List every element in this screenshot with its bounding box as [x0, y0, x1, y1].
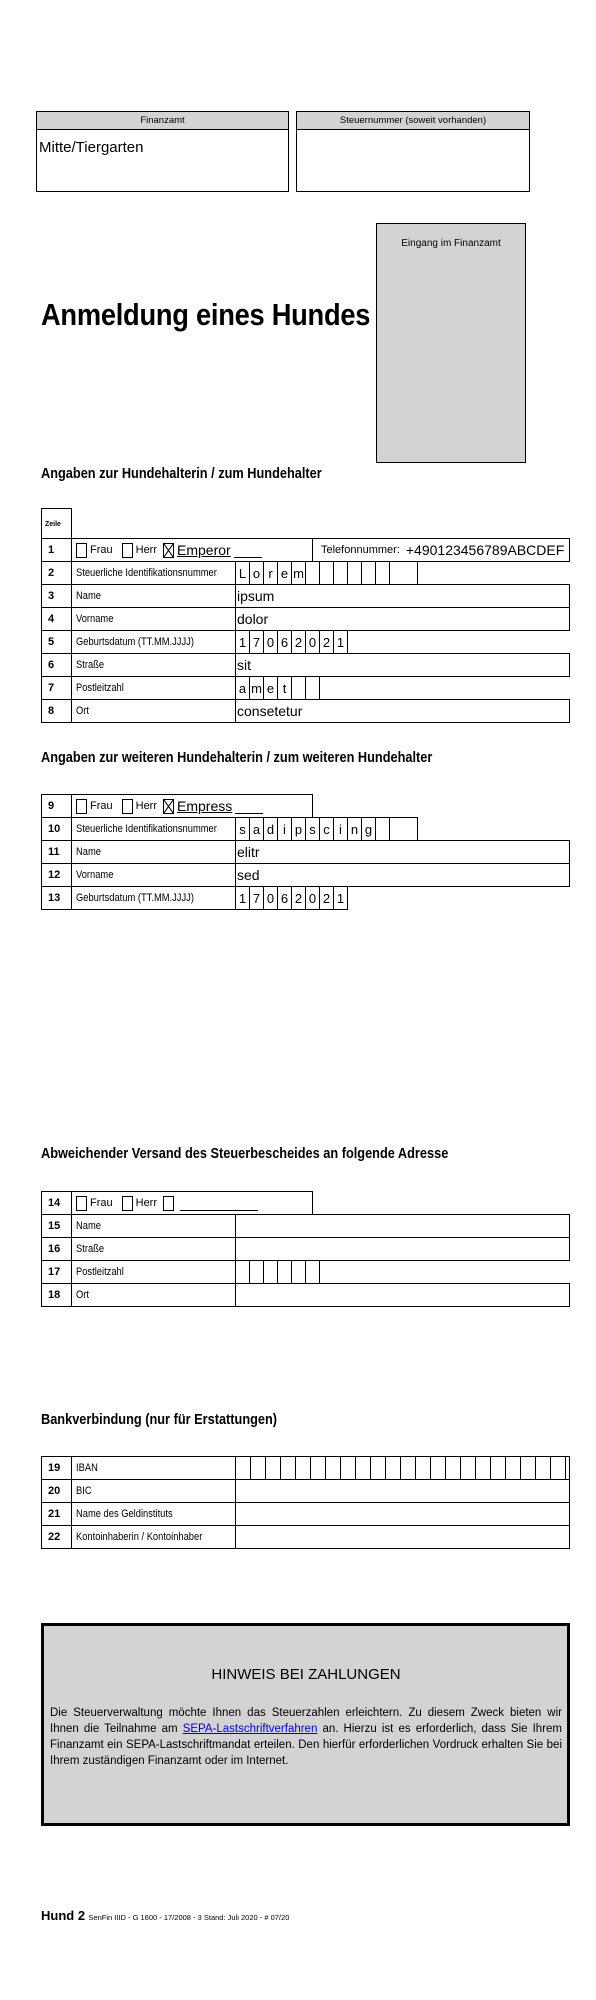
char-cell[interactable] — [446, 1457, 461, 1479]
checkbox-other-checked[interactable] — [163, 799, 174, 814]
char-cell[interactable]: e — [278, 562, 292, 584]
char-cell[interactable] — [348, 562, 362, 584]
char-cell[interactable] — [521, 1457, 536, 1479]
row-number: 6 — [42, 654, 72, 676]
row-2-steuer-id — [41, 561, 418, 585]
row-label — [72, 841, 236, 863]
eingang-stamp-area: Eingang im Finanzamt — [376, 223, 526, 463]
row-number: 16 — [42, 1238, 72, 1260]
row-9-salutation — [41, 794, 313, 818]
char-cell[interactable]: a — [236, 677, 250, 699]
row-label-text: Name — [76, 1220, 101, 1232]
row-label-text: Postleitzahl — [76, 682, 124, 694]
char-cell[interactable]: p — [292, 818, 306, 840]
salutation-group — [72, 1192, 258, 1214]
row-label-text: Straße — [76, 659, 105, 671]
char-cell[interactable]: m — [250, 677, 264, 699]
row-label-text: Vorname — [76, 613, 114, 625]
row-19-iban — [41, 1456, 570, 1480]
char-cell[interactable] — [251, 1457, 266, 1479]
row-label — [72, 1238, 236, 1260]
char-cell[interactable]: 0 — [264, 887, 278, 909]
row-number: 10 — [42, 818, 72, 840]
char-cell[interactable] — [431, 1457, 446, 1479]
row-number: 22 — [42, 1526, 72, 1548]
label-herr: Herr — [135, 544, 158, 556]
row-1-salutation — [41, 538, 313, 562]
char-cell[interactable]: c — [320, 818, 334, 840]
char-cell[interactable]: 1 — [236, 631, 250, 653]
row-1-phone — [313, 538, 570, 562]
char-cell[interactable]: L — [236, 562, 250, 584]
char-cell[interactable]: t — [278, 677, 292, 699]
row-label — [72, 654, 236, 676]
zeile-header: Zeile — [41, 508, 72, 538]
char-cell[interactable] — [416, 1457, 431, 1479]
char-cell[interactable] — [236, 1457, 251, 1479]
row-label — [72, 585, 236, 607]
char-cell[interactable]: 2 — [320, 887, 334, 909]
name-input[interactable]: ipsum — [237, 588, 275, 604]
strasse-input[interactable] — [236, 1238, 237, 1260]
row-number: 15 — [42, 1215, 72, 1237]
sepa-link[interactable]: SEPA-Lastschriftverfahren — [182, 1723, 318, 1735]
row-10-steuer-id — [41, 817, 418, 841]
label-herr: Herr — [135, 1197, 158, 1209]
vorname-input[interactable]: dolor — [237, 611, 269, 627]
name-input[interactable]: elitr — [237, 844, 260, 860]
checkbox-frau[interactable] — [76, 799, 87, 814]
char-cell[interactable] — [292, 677, 306, 699]
row-number: 14 — [42, 1192, 72, 1214]
steuernummer-input[interactable] — [297, 130, 529, 139]
phone-group — [313, 539, 564, 561]
char-cell[interactable] — [476, 1457, 491, 1479]
row-label-text: Ort — [76, 1289, 89, 1301]
char-cell[interactable] — [371, 1457, 386, 1479]
row-number: 3 — [42, 585, 72, 607]
char-cell[interactable] — [386, 1457, 401, 1479]
char-cell[interactable] — [376, 562, 390, 584]
checkbox-frau[interactable] — [76, 543, 87, 558]
char-cell[interactable]: g — [362, 818, 376, 840]
label-frau: Frau — [90, 1197, 113, 1209]
char-cell[interactable] — [281, 1457, 296, 1479]
label-frau: Frau — [90, 800, 113, 812]
strasse-input[interactable]: sit — [237, 657, 251, 673]
row-3-name — [41, 584, 570, 608]
char-cell[interactable]: 7 — [250, 631, 264, 653]
section-owner-heading: Angaben zur Hundehalterin / zum Hundehalter — [41, 466, 322, 482]
row-12-vorname — [41, 863, 570, 887]
steuernummer-box — [296, 111, 530, 192]
row-label-text: IBAN — [76, 1462, 98, 1474]
char-cell[interactable]: 1 — [334, 887, 348, 909]
char-cell[interactable] — [266, 1457, 281, 1479]
char-cell[interactable]: i — [278, 818, 292, 840]
hinweis-title: HINWEIS BEI ZAHLUNGEN — [211, 1666, 401, 1683]
char-cell[interactable] — [376, 818, 390, 840]
row-number: 5 — [42, 631, 72, 653]
row-label — [72, 631, 236, 653]
row-13-geburtsdatum — [41, 886, 348, 910]
char-cell[interactable]: 2 — [292, 887, 306, 909]
label-herr: Herr — [135, 800, 158, 812]
row-label — [72, 1284, 236, 1306]
char-boxes[interactable] — [236, 677, 306, 699]
char-cell[interactable]: 1 — [236, 887, 250, 909]
char-cell[interactable]: 6 — [278, 887, 292, 909]
title-underline — [234, 543, 262, 558]
char-cell[interactable] — [306, 562, 320, 584]
char-cell[interactable]: 0 — [264, 631, 278, 653]
char-cell[interactable]: i — [334, 818, 348, 840]
row-4-vorname — [41, 607, 570, 631]
checkbox-herr[interactable] — [122, 799, 133, 814]
char-boxes[interactable] — [236, 818, 390, 840]
hinweis-box — [41, 1623, 570, 1826]
row-label-text: Geburtsdatum (TT.MM.JJJJ) — [76, 892, 194, 904]
char-cell[interactable] — [320, 562, 334, 584]
row-label — [72, 1526, 236, 1548]
row-label — [72, 700, 236, 722]
row-number: 9 — [42, 795, 72, 817]
char-cell[interactable] — [264, 1261, 278, 1283]
row-label — [72, 1261, 236, 1283]
page-title: Anmeldung eines Hundes — [41, 297, 371, 332]
row-number: 21 — [42, 1503, 72, 1525]
row-21-geldinstitut — [41, 1502, 570, 1526]
checkbox-frau[interactable] — [76, 1196, 87, 1211]
row-14-salutation — [41, 1191, 313, 1215]
row-label — [72, 1503, 236, 1525]
row-label-text: Vorname — [76, 869, 114, 881]
row-label-text: Postleitzahl — [76, 1266, 124, 1278]
char-cell[interactable] — [296, 1457, 311, 1479]
row-number: 13 — [42, 887, 72, 909]
char-cell[interactable] — [491, 1457, 506, 1479]
char-boxes[interactable] — [236, 1261, 306, 1283]
char-cell[interactable]: m — [292, 562, 306, 584]
row-label — [72, 677, 236, 699]
row-label-text: Steuerliche Identifikationsnummer — [76, 567, 217, 579]
row-18-ort — [41, 1283, 570, 1307]
vorname-input[interactable]: sed — [237, 867, 260, 883]
row-8-ort — [41, 699, 570, 723]
char-cell[interactable]: 2 — [320, 631, 334, 653]
row-5-geburtsdatum — [41, 630, 348, 654]
row-number: 1 — [42, 539, 72, 561]
row-label-text: Geburtsdatum (TT.MM.JJJJ) — [76, 636, 194, 648]
char-cell[interactable]: 7 — [250, 887, 264, 909]
phone-label: Telefonnummer: — [321, 544, 400, 556]
row-label — [72, 1457, 236, 1479]
char-cell[interactable]: 2 — [292, 631, 306, 653]
phone-input[interactable]: +490123456789ABCDEF — [405, 542, 565, 558]
ort-input[interactable]: consetetur — [237, 703, 303, 719]
char-cell[interactable] — [250, 1261, 264, 1283]
finanzamt-input[interactable]: Mitte/Tiergarten — [39, 139, 144, 156]
hinweis-text-before: Die Steuerverwaltung möchte Ihnen das Steuerzahlen erleichtern. Zu diesem Zweck bieten wir Ihnen die Teilnahme am — [50, 1707, 562, 1735]
row-label — [72, 818, 236, 840]
row-7-plz — [41, 676, 320, 700]
row-6-strasse — [41, 653, 570, 677]
row-number: 12 — [42, 864, 72, 886]
row-label-text: Ort — [76, 705, 89, 717]
salutation-group — [72, 539, 262, 561]
char-boxes[interactable] — [236, 1457, 566, 1479]
row-label-text: Steuerliche Identifikationsnummer — [76, 823, 217, 835]
char-cell[interactable] — [536, 1457, 551, 1479]
title-field[interactable]: Emperor — [177, 542, 231, 558]
row-label — [72, 608, 236, 630]
char-cell[interactable] — [362, 562, 376, 584]
row-11-name — [41, 840, 570, 864]
row-label-text: Kontoinhaberin / Kontoinhaber — [76, 1531, 203, 1543]
section-shipping-heading: Abweichender Versand des Steuerbescheides an folgende Adresse — [41, 1146, 449, 1162]
char-cell[interactable]: 1 — [334, 631, 348, 653]
row-label-text: Name — [76, 590, 101, 602]
char-cell[interactable] — [356, 1457, 371, 1479]
bic-input[interactable] — [236, 1480, 237, 1502]
row-number: 17 — [42, 1261, 72, 1283]
char-boxes[interactable] — [236, 562, 390, 584]
char-cell[interactable] — [292, 1261, 306, 1283]
char-cell[interactable]: 0 — [306, 631, 320, 653]
char-cell[interactable] — [278, 1261, 292, 1283]
salutation-group — [72, 795, 263, 817]
hinweis-text-after: an. Hierzu ist es erforderlich, dass Sie Ihrem Finanzamt ein SEPA-Lastschriftmandat erteilen. Den hierfür erforderlichen Vordruck erhalten Sie bei Ihrem zuständigen Finanzamt oder im Internet. — [50, 1723, 563, 1767]
char-cell[interactable] — [311, 1457, 326, 1479]
name-input[interactable] — [236, 1215, 237, 1237]
char-cell[interactable]: n — [348, 818, 362, 840]
char-cell[interactable] — [341, 1457, 356, 1479]
title-field[interactable]: Empress — [177, 798, 233, 814]
kontoinhaber-input[interactable] — [236, 1526, 237, 1548]
row-label-text: Name — [76, 846, 101, 858]
row-label — [72, 864, 236, 886]
char-boxes[interactable] — [236, 631, 348, 653]
char-cell[interactable] — [326, 1457, 341, 1479]
checkbox-herr[interactable] — [122, 543, 133, 558]
char-boxes[interactable] — [236, 887, 348, 909]
char-cell[interactable] — [551, 1457, 566, 1479]
row-16-strasse — [41, 1237, 570, 1261]
char-cell[interactable]: r — [264, 562, 278, 584]
char-cell[interactable]: o — [250, 562, 264, 584]
label-frau: Frau — [90, 544, 113, 556]
char-cell[interactable]: d — [264, 818, 278, 840]
row-label — [72, 1480, 236, 1502]
checkbox-other-checked[interactable] — [163, 543, 174, 558]
char-cell[interactable] — [461, 1457, 476, 1479]
row-number: 18 — [42, 1284, 72, 1306]
steuernummer-label: Steuernummer (soweit vorhanden) — [297, 112, 529, 130]
char-cell[interactable]: s — [236, 818, 250, 840]
char-cell[interactable]: 0 — [306, 887, 320, 909]
title-underline — [235, 799, 263, 814]
row-label-text: Straße — [76, 1243, 105, 1255]
section-bank-heading: Bankverbindung (nur für Erstattungen) — [41, 1412, 278, 1428]
checkbox-other[interactable] — [163, 1196, 174, 1211]
row-number: 4 — [42, 608, 72, 630]
row-label — [72, 887, 236, 909]
row-number: 8 — [42, 700, 72, 722]
row-number: 7 — [42, 677, 72, 699]
char-cell[interactable] — [236, 1261, 250, 1283]
checkbox-herr[interactable] — [122, 1196, 133, 1211]
row-label-text: BIC — [76, 1485, 92, 1497]
section-second-owner-heading: Angaben zur weiteren Hundehalterin / zum weiteren Hundehalter — [41, 750, 433, 766]
footer-meta: SenFin IIID - G 1600 - 17/2008 - 3 Stand: Juli 2020 - # 07/20 — [88, 1913, 290, 1922]
title-underline — [180, 1196, 258, 1211]
char-cell[interactable]: a — [250, 818, 264, 840]
footer — [41, 1908, 289, 1923]
row-label-text: Name des Geldinstituts — [76, 1508, 173, 1520]
row-22-kontoinhaber — [41, 1525, 570, 1549]
char-cell[interactable] — [506, 1457, 521, 1479]
char-cell[interactable]: e — [264, 677, 278, 699]
row-20-bic — [41, 1479, 570, 1503]
char-cell[interactable]: s — [306, 818, 320, 840]
row-number: 2 — [42, 562, 72, 584]
row-label — [72, 1215, 236, 1237]
char-cell[interactable] — [401, 1457, 416, 1479]
hinweis-text — [50, 1705, 562, 1769]
row-17-plz — [41, 1260, 320, 1284]
row-number: 19 — [42, 1457, 72, 1479]
row-15-name — [41, 1214, 570, 1238]
char-cell[interactable] — [334, 562, 348, 584]
row-label — [72, 562, 236, 584]
ort-input[interactable] — [236, 1284, 237, 1306]
finanzamt-label: Finanzamt — [37, 112, 288, 130]
char-cell[interactable]: 6 — [278, 631, 292, 653]
row-number: 11 — [42, 841, 72, 863]
geldinstitut-input[interactable] — [236, 1503, 237, 1525]
finanzamt-box — [36, 111, 289, 192]
footer-form-id: Hund 2 — [41, 1908, 86, 1923]
row-number: 20 — [42, 1480, 72, 1502]
